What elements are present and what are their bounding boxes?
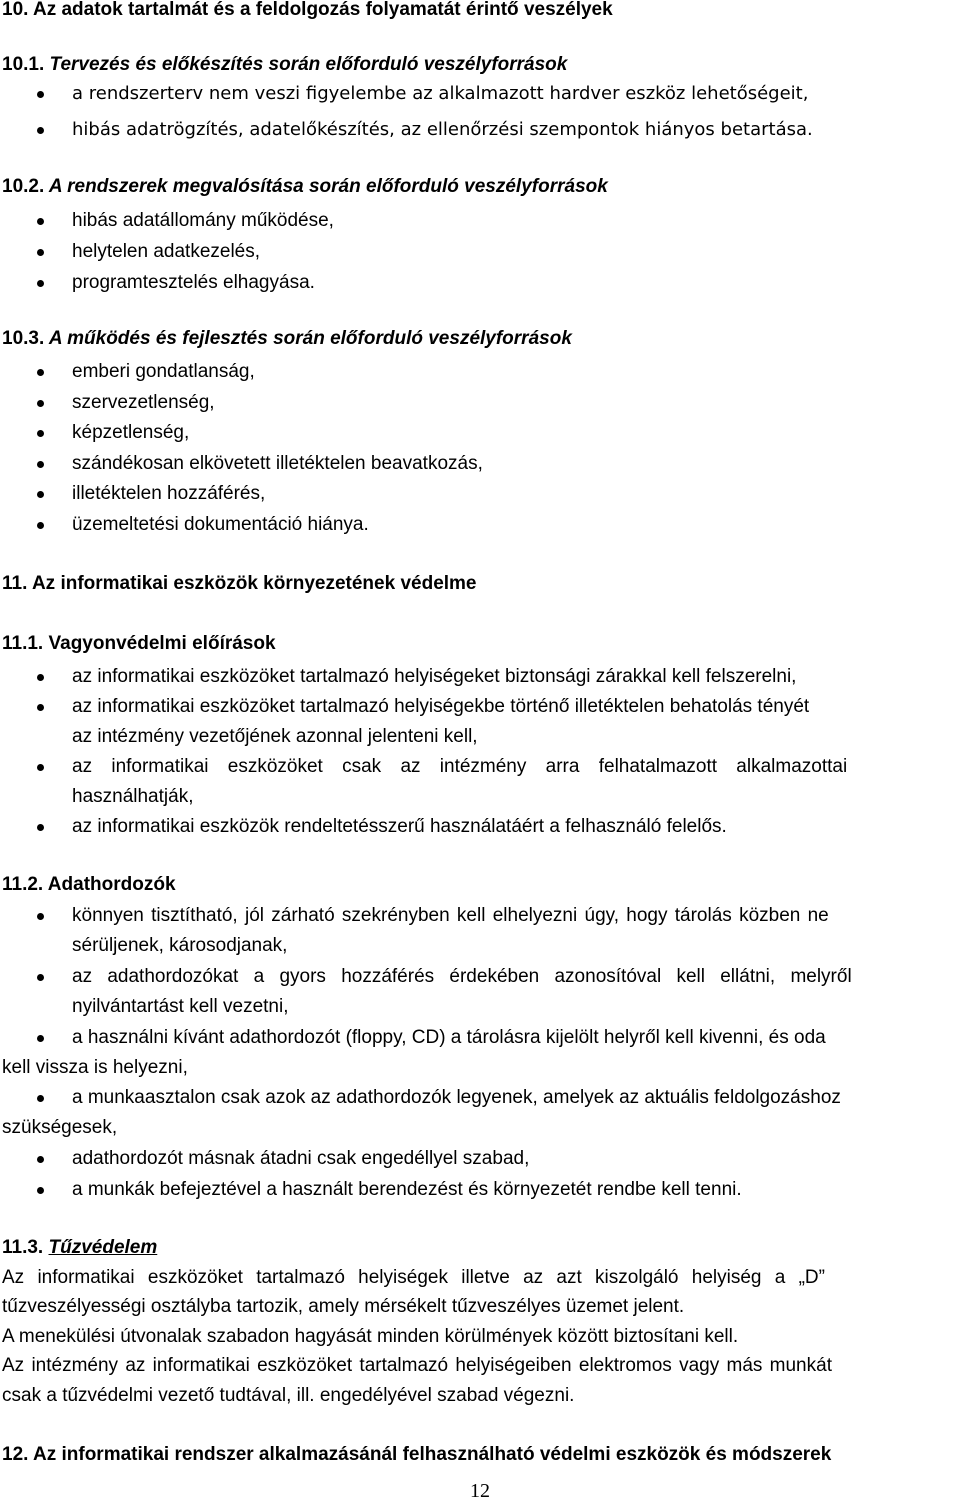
bullet-icon — [37, 1156, 44, 1163]
list-item-text: az informatikai eszközök rendeltetésszerű használatáért a felhasználó felelős. — [72, 816, 727, 837]
subsection-11-2-heading — [2, 873, 960, 897]
bullet-icon — [37, 674, 44, 681]
list-item-text: helytelen adatkezelés, — [72, 241, 261, 262]
list-item-text: a rendszerterv nem veszi figyelembe az alkalmazott hardver eszköz lehetőségeit, — [72, 83, 809, 104]
subsection-title: Tűzvédelem — [48, 1237, 158, 1258]
bullet-icon — [37, 461, 44, 468]
list-item-text: hibás adatrögzítés, adatelőkészítés, az ellenőrzési szempontok hiányos betartása. — [72, 119, 813, 140]
bullet-icon — [37, 974, 44, 981]
subsection-title: A rendszerek megvalósítása során előforduló veszélyforrások — [48, 176, 608, 197]
bullet-icon — [37, 824, 44, 831]
subsection-number: 10.2. — [2, 176, 45, 197]
list-item-continuation: használhatják, — [72, 786, 194, 807]
section-12-heading: 12. Az informatikai rendszer alkalmazásánál felhasználható védelmi eszközök és módszerek — [2, 1444, 832, 1465]
list-item-text: szándékosan elkövetett illetéktelen beavatkozás, — [72, 453, 483, 474]
list-item-text: az informatikai eszközöket tartalmazó helyiségeket biztonsági zárakkal kell felszerelni, — [72, 666, 797, 687]
page-number: 12 — [470, 1480, 490, 1502]
subsection-title: A működés és fejlesztés során előforduló veszélyforrások — [48, 328, 572, 349]
list-item-text: adathordozót másnak átadni csak engedéllyel szabad, — [72, 1148, 530, 1169]
list-item-continuation: az intézmény vezetőjének azonnal jelenteni kell, — [72, 726, 478, 747]
list-item-continuation: kell vissza is helyezni, — [2, 1057, 188, 1078]
list-item-text: könnyen tisztítható, jól zárható szekrényben kell elhelyezni úgy, hogy tárolás közben ne — [72, 905, 829, 926]
subsection-number: 10.3. — [2, 328, 45, 349]
list-item-text: a munkaasztalon csak azok az adathordozók legyenek, amelyek az aktuális feldolgozáshoz — [72, 1087, 841, 1108]
subsection-title: Vagyonvédelmi előírások — [48, 633, 276, 654]
paragraph-line: tűzveszélyességi osztályba tartozik, amely mérsékelt tűzveszélyes üzemet jelent. — [2, 1296, 685, 1317]
bullet-icon — [37, 249, 44, 256]
paragraph-line: Az informatikai eszközöket tartalmazó helyiségek illetve az azt kiszolgáló helyiség a „D” — [2, 1267, 825, 1288]
subsection-number: 11.2. — [2, 874, 44, 895]
subsection-number: 11.3. — [2, 1237, 44, 1258]
list-item-continuation: sérüljenek, károsodjanak, — [72, 935, 288, 956]
list-item-continuation: szükségesek, — [2, 1117, 118, 1138]
subsection-10-3-heading — [2, 327, 960, 351]
bullet-icon — [37, 1035, 44, 1042]
list-item-text: az informatikai eszközöket csak az intézmény arra felhatalmazott alkalmazottai — [72, 756, 848, 777]
subsection-10-2-heading — [2, 175, 960, 199]
list-item-text: a munkák befejeztével a használt berendezést és környezetét rendbe kell tenni. — [72, 1179, 742, 1200]
bullet-icon — [37, 280, 44, 287]
list-item-text: üzemeltetési dokumentáció hiánya. — [72, 514, 369, 535]
bullet-icon — [37, 400, 44, 407]
subsection-title: Adathordozók — [47, 874, 176, 895]
paragraph-line: A menekülési útvonalak szabadon hagyását minden körülmények között biztosítani kell. — [2, 1326, 739, 1347]
paragraph-line: Az intézmény az informatikai eszközöket tartalmazó helyiségeiben elektromos vagy más munkát — [2, 1355, 832, 1376]
list-item-text: szervezetlenség, — [72, 392, 215, 413]
section-10-heading: 10. Az adatok tartalmát és a feldolgozás folyamatát érintő veszélyek — [2, 0, 613, 20]
bullet-icon — [37, 91, 44, 98]
section-11-heading: 11. Az informatikai eszközök környezetének védelme — [2, 573, 477, 594]
list-item-text: a használni kívánt adathordozót (floppy, CD) a tárolásra kijelölt helyről kell kivenni, és oda — [72, 1027, 826, 1048]
bullet-icon — [37, 913, 44, 920]
paragraph-line: csak a tűzvédelmi vezető tudtával, ill. engedélyével szabad végezni. — [2, 1385, 575, 1406]
bullet-icon — [37, 704, 44, 711]
subsection-11-1-heading — [2, 632, 960, 656]
list-item-text: illetéktelen hozzáférés, — [72, 483, 266, 504]
subsection-number: 10.1. — [2, 54, 45, 75]
bullet-icon — [37, 491, 44, 498]
bullet-icon — [37, 1095, 44, 1102]
list-item-continuation: nyilvántartást kell vezetni, — [72, 996, 289, 1017]
list-item-text: az adathordozókat a gyors hozzáférés érdekében azonosítóval kell ellátni, melyről — [72, 966, 852, 987]
list-item-text: programtesztelés elhagyása. — [72, 272, 315, 293]
bullet-icon — [37, 369, 44, 376]
bullet-icon — [37, 218, 44, 225]
bullet-icon — [37, 522, 44, 529]
list-item-text: hibás adatállomány működése, — [72, 210, 334, 231]
bullet-icon — [37, 1187, 44, 1194]
list-item-text: emberi gondatlanság, — [72, 361, 255, 382]
list-item-text: képzetlenség, — [72, 422, 190, 443]
subsection-10-1-heading — [2, 53, 960, 77]
bullet-icon — [37, 764, 44, 771]
bullet-icon — [37, 127, 44, 134]
subsection-11-3-heading — [2, 1236, 960, 1260]
subsection-number: 11.1. — [2, 633, 44, 654]
list-item-text: az informatikai eszközöket tartalmazó helyiségekbe történő illetéktelen behatolás tényét — [72, 696, 810, 717]
subsection-title: Tervezés és előkészítés során előforduló veszélyforrások — [49, 54, 568, 75]
bullet-icon — [37, 430, 44, 437]
